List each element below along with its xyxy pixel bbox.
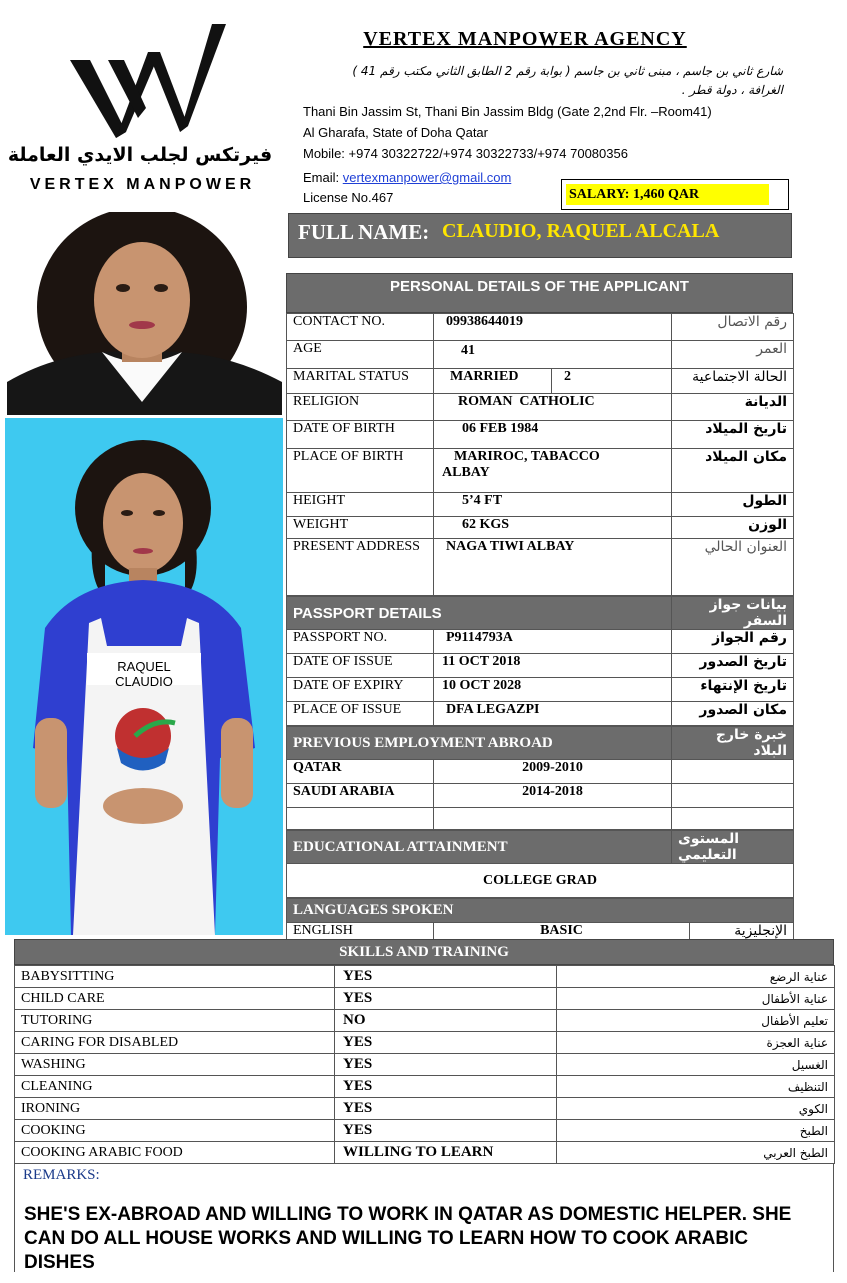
education-heading: EDUCATIONAL ATTAINMENT [287,831,672,864]
arabic-address-line-1: شارع ثاني بن جاسم ، مبنى ثاني بن جاسم ( بوابة رقم 2 الطابق الثاني مكتب رقم 41 ) [352,64,783,78]
passport-number-row [287,630,794,654]
email-row [303,170,511,185]
employment-empty-cell [672,760,794,784]
vertex-w-logo-icon [68,22,228,140]
age-label: AGE [287,341,434,369]
address-value: NAGA TIWI ALBAY [434,539,672,596]
employment-table [286,726,794,830]
skill-arabic: الطبخ العربي [557,1142,835,1164]
pob-value-line-1: MARIROC, TABACCO [454,449,600,464]
passport-expiry-ar: تاريخ الإنتهاء [672,678,794,702]
full-name-bar [288,213,792,258]
skill-row [15,1098,835,1120]
skill-row [15,1054,835,1076]
passport-place-value: DFA LEGAZPI [434,702,672,726]
children-count: 2 [552,369,672,394]
passport-heading-ar: بيانات جواز السفر [672,597,794,630]
skill-row [15,1032,835,1054]
employment-heading-row [287,727,794,760]
address-label: PRESENT ADDRESS [287,539,434,596]
religion-ar: الديانة [672,394,794,421]
employment-heading-ar: خبرة خارج البلاد [672,727,794,760]
skill-row [15,966,835,988]
contact-label: CONTACT NO. [287,314,434,341]
skill-label: COOKING [15,1120,335,1142]
skill-arabic: الكوي [557,1098,835,1120]
pob-value-line-2: ALBAY [442,465,490,480]
skill-label: COOKING ARABIC FOOD [15,1142,335,1164]
employment-years: 2009-2010 [434,760,672,784]
arabic-address-line-2: الغرافة ، دولة قطر . [681,83,783,97]
passport-place-row [287,702,794,726]
weight-value: 62 KGS [434,517,672,539]
passport-heading: PASSPORT DETAILS [287,597,672,630]
skill-row [15,1120,835,1142]
skill-value: YES [335,1076,557,1098]
skill-value: YES [335,1032,557,1054]
contact-row [287,314,794,341]
passport-place-label: PLACE OF ISSUE [287,702,434,726]
employment-country: SAUDI ARABIA [287,784,434,808]
education-table [286,830,794,898]
skill-label: TUTORING [15,1010,335,1032]
pob-ar: مكان الميلاد [672,449,794,493]
applicant-fullbody-photo [5,418,283,935]
education-value-row [287,864,794,898]
language-english-label: ENGLISH [287,923,434,945]
personal-details-heading: PERSONAL DETAILS OF THE APPLICANT [286,273,793,313]
age-value: 41 [434,341,672,369]
skill-arabic: عناية الرضع [557,966,835,988]
dob-value: 06 FEB 1984 [434,421,672,449]
skill-arabic: عناية العجزة [557,1032,835,1054]
skill-label: BABYSITTING [15,966,335,988]
passport-issue-ar: تاريخ الصدور [672,654,794,678]
passport-place-ar: مكان الصدور [672,702,794,726]
age-ar: العمر [672,341,794,369]
height-row [287,493,794,517]
skills-table [14,965,835,1164]
employment-years: 2014-2018 [434,784,672,808]
email-link[interactable]: vertexmanpower@gmail.com [342,170,512,185]
skill-row [15,1142,835,1164]
passport-expiry-label: DATE OF EXPIRY [287,678,434,702]
mobile-numbers: Mobile: +974 30322722/+974 30322733/+974 70080356 [303,146,628,161]
passport-number-label: PASSPORT NO. [287,630,434,654]
passport-issue-value: 11 OCT 2018 [434,654,672,678]
passport-issue-label: DATE OF ISSUE [287,654,434,678]
logo-english-name: VERTEX MANPOWER [29,176,256,193]
education-heading-ar: المستوى التعليمي [672,831,794,864]
dob-row [287,421,794,449]
skill-value: WILLING TO LEARN [335,1142,557,1164]
skill-value: NO [335,1010,557,1032]
employment-country: QATAR [287,760,434,784]
marital-row [287,369,794,394]
education-value: COLLEGE GRAD [287,864,794,898]
full-name-label: FULL NAME: [298,220,430,244]
address-line-1: Thani Bin Jassim St, Thani Bin Jassim Bldg (Gate 2,2nd Flr. –Room41) [303,104,712,119]
apron-name-text: RAQUEL CLAUDIO [115,659,173,689]
weight-label: WEIGHT [287,517,434,539]
passport-heading-row [287,597,794,630]
marital-ar: الحالة الاجتماعية [672,369,794,394]
employment-row [287,760,794,784]
skill-label: CARING FOR DISABLED [15,1032,335,1054]
skill-value: YES [335,1098,557,1120]
applicant-headshot-photo [7,212,282,415]
weight-row [287,517,794,539]
address-ar: العنوان الحالي [672,539,794,596]
skills-heading: SKILLS AND TRAINING [14,939,834,965]
skill-value: YES [335,1120,557,1142]
language-english-ar: الإنجليزية [690,923,794,945]
height-value: 5’4 FT [434,493,672,517]
skill-label: CHILD CARE [15,988,335,1010]
skill-arabic: تعليم الأطفال [557,1010,835,1032]
pob-row [287,449,794,493]
salary-box [561,179,789,210]
skill-arabic: الغسيل [557,1054,835,1076]
address-row [287,539,794,596]
agency-title: VERTEX MANPOWER AGENCY [363,28,687,50]
religion-label: RELIGION [287,394,434,421]
passport-number-value: P9114793A [434,630,672,654]
license-number: License No.467 [303,190,394,205]
dob-ar: تاريخ الميلاد [672,421,794,449]
skill-value: YES [335,966,557,988]
age-row [287,341,794,369]
skill-label: CLEANING [15,1076,335,1098]
remarks-text: SHE'S EX-ABROAD AND WILLING TO WORK IN QATAR AS DOMESTIC HELPER. SHE CAN DO ALL HOUSE WORKS AND WILLING TO LEARN HOW TO COOK ARABIC DISHES [24,1204,792,1273]
passport-table [286,596,794,726]
marital-value: MARRIED [434,369,552,394]
skill-label: IRONING [15,1098,335,1120]
languages-heading-row [287,899,794,923]
skill-value: YES [335,1054,557,1076]
height-ar: الطول [672,493,794,517]
dob-label: DATE OF BIRTH [287,421,434,449]
personal-details-table [286,313,794,596]
skill-arabic: عناية الأطفال [557,988,835,1010]
skill-arabic: الطبخ [557,1120,835,1142]
skill-row [15,988,835,1010]
height-label: HEIGHT [287,493,434,517]
religion-value: ROMAN CATHOLIC [434,394,672,421]
weight-ar: الوزن [672,517,794,539]
arabic-address [298,62,783,100]
education-heading-row [287,831,794,864]
pob-label: PLACE OF BIRTH [287,449,434,493]
passport-issue-row [287,654,794,678]
skill-label: WASHING [15,1054,335,1076]
passport-number-ar: رقم الجواز [672,630,794,654]
address-line-2: Al Gharafa, State of Doha Qatar [303,125,488,140]
employment-heading: PREVIOUS EMPLOYMENT ABROAD [287,727,672,760]
employment-blank-row [287,808,794,830]
remarks-label: REMARKS: [23,1167,100,1183]
full-name-value: CLAUDIO, RAQUEL ALCALA [442,220,720,242]
skill-row [15,1076,835,1098]
pob-value [434,449,672,493]
personal-details-section [286,273,793,965]
religion-row [287,394,794,421]
email-label: Email: [303,170,340,185]
contact-ar: رقم الاتصال [672,314,794,341]
marital-label: MARITAL STATUS [287,369,434,394]
passport-expiry-value: 10 OCT 2028 [434,678,672,702]
agency-logo [0,0,285,210]
contact-value: 09938644019 [434,314,672,341]
salary-value: SALARY: 1,460 QAR [566,184,769,205]
language-english-value: BASIC [434,923,690,945]
skill-arabic: التنظيف [557,1076,835,1098]
employment-row [287,784,794,808]
passport-expiry-row [287,678,794,702]
employment-empty-cell [672,784,794,808]
skill-row [15,1010,835,1032]
logo-arabic-name: فيرتكس لجلب الايدي العاملة [7,144,273,166]
skill-value: YES [335,988,557,1010]
languages-heading: LANGUAGES SPOKEN [287,899,794,923]
